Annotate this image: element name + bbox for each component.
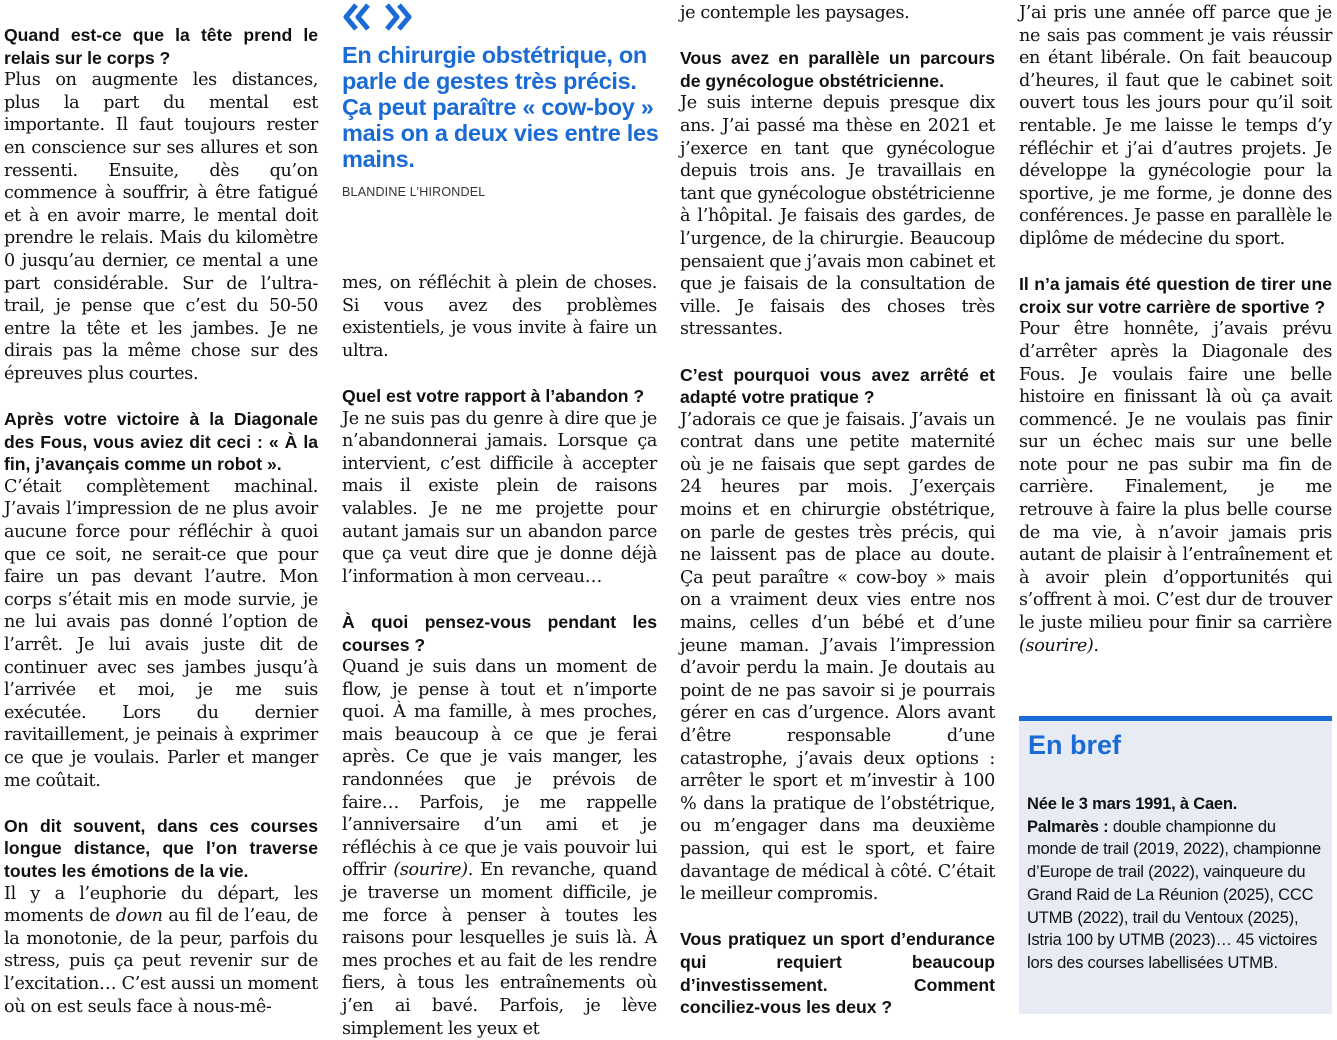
answer-paragraph: J’ai pris une année off parce que je ne sais pas comment je vais réussir en étant libérale. On fait beaucoup d’heures, il faut que le cabinet soit ouvert tous les jours pour qu’il soit rentable. Je me laisse le temps d’y réfléchir et j’ai d’autres projets. Je développe la gynécologie pour la sportive, je me forme, je donne des conférences. Je passe en parallèle le diplôme de médecine du sport.	[1019, 3, 1332, 249]
en-bref-title: En bref	[1028, 730, 1122, 760]
answer-paragraph: mes, on réfléchit à plein de choses. Si vous avez des problèmes existentiels, je vous invite à faire un ultra.	[342, 273, 657, 361]
article-column-3	[680, 2, 995, 1019]
en-bref-body	[1027, 793, 1323, 975]
answer-paragraph: Quand je suis dans un moment de flow, je pense à tout et n’importe quoi. À ma famille, à mes proches, mais beaucoup à ce que je ferai après. Ce que je vais manger, les randonnées que je prévois de faire… Parfois, je me rappelle l’anniversaire d’un ami et je réfléchis à ce que je vais pouvoir lui offrir (sourire). En revanche, quand je traverse un moment difficile, je me force à penser à toutes les raisons pour lesquelles je suis là. À mes proches et au fait de les rendre fiers, à tous les entraînements où j’en ai bavé. Parfois, je lève simplement les yeux et	[342, 657, 657, 1039]
question-heading: On dit souvent, dans ces courses longue distance, que l’on traverse toutes les émotions de la vie.	[4, 815, 318, 881]
article-column-1	[4, 0, 318, 1018]
pull-quote: En chirurgie obstétrique, on parle de gestes très précis. Ça peut paraître « cow-boy » mais on a deux vies entre les mains.	[342, 42, 659, 172]
answer-paragraph: Il y a l’euphorie du départ, les moments de down au fil de l’eau, de la monotonie, de la peur, parfois du stress, puis ça peut revenir sur de l’excitation… C’est aussi un moment où on est seuls face à nous-mê-	[4, 883, 318, 1017]
palmares-text: double championne du monde de trail (2019, 2022), championne d’Europe de trail (2022), vainqueure du Grand Raid de La Réunion (2025), CCC UTMB (2022), trail du Ventoux (2025), Istria 100 by UTMB (2023)… 45 victoires lors des courses labellisées UTMB.	[1027, 817, 1321, 972]
question-heading: Il n’a jamais été question de tirer une croix sur votre carrière de sportive ?	[1019, 274, 1332, 317]
birth-info: Née le 3 mars 1991, à Caen.	[1027, 795, 1238, 813]
question-heading: À quoi pensez-vous pendant les courses ?	[342, 611, 657, 655]
palmares-label: Palmarès :	[1027, 817, 1109, 836]
question-heading: Vous pratiquez un sport d’endurance qui requiert beaucoup d’investissement. Comment conciliez-vous les deux ?	[680, 929, 995, 1018]
question-heading: C’est pourquoi vous avez arrêté et adapté votre pratique ?	[680, 364, 995, 408]
double-chevron-quote-icon	[342, 0, 422, 34]
question-heading: Vous avez en parallèle un parcours de gynécologue obstétricienne.	[680, 48, 995, 91]
photo-credit: BLANDINE L’HIRONDEL	[342, 185, 486, 199]
answer-paragraph: Pour être honnête, j’avais prévu d’arrêter après la Diagonale des Fous. Je voulais faire une belle histoire en finissant là où ça avait commencé. Je ne voulais pas finir sur un échec mais sur une belle note pour ne pas subir ma fin de carrière. Finalement, je me retrouve à faire la plus belle course de ma vie, à n’avoir jamais pris autant de plaisir à l’entraînement et à avoir plein d’opportunités qui s’offrent à moi. C’est dur de trouver le juste milieu pour finir sa carrière (sourire).	[1019, 319, 1332, 656]
question-heading: Après votre victoire à la Diagonale des Fous, vous aviez dit ceci : « À la fin, j’avançais comme un robot ».	[4, 409, 318, 475]
article-column-4	[1019, 2, 1332, 657]
answer-paragraph: je contemple les paysages.	[680, 3, 910, 23]
question-heading: Quand est-ce que la tête prend le relais sur le corps ?	[4, 25, 318, 68]
answer-paragraph: Je ne suis pas du genre à dire que je n’abandonnerai jamais. Lorsque ça intervient, c’est difficile à accepter mais il existe plein de raisons valables. Je ne me projette pour autant jamais sur un abandon parce que ça veut dire que je donne déjà l’information à mon cerveau…	[342, 408, 657, 587]
answer-paragraph: Plus on augmente les distances, plus la part du mental est importante. Il faut toujours rester en conscience sur ses allures et son ressenti. Ensuite, dès qu’on commence à souffrir, à être fatigué et à en avoir marre, le mental doit prendre le relais. Mais du kilomètre 0 jusqu’au dernier, ce mental a une part considérable. Sur de l’ultra-trail, je pense que c’est du 50-50 entre la tête et les jambes. Je ne dirais pas la même chose sur des épreuves plus courtes.	[4, 70, 318, 384]
answer-paragraph: C’était complètement machinal. J’avais l’impression de ne plus avoir aucune force pour réfléchir à quoi que ce soit, ne serait-ce que pour faire un pas devant l’autre. Mon corps s’était mis en mode survie, je ne lui avais pas donné l’option de l’arrêt. Je lui avais juste dit de continuer avec ses jambes jusqu’à l’arrivée et moi, je me suis exécutée. Lors du dernier ravitaillement, je peinais à exprimer ce que je voulais. Parler et manger me coûtait.	[4, 476, 318, 791]
question-heading: Quel est votre rapport à l’abandon ?	[342, 385, 645, 406]
answer-paragraph: Je suis interne depuis presque dix ans. J’ai passé ma thèse en 2021 et j’exerce en tant que gynécologue depuis trois ans. Je travaillais en tant que gynécologue obstétricienne à l’hôpital. Je faisais des gardes, de l’urgence, de la chirurgie. Beaucoup pensaient que j’avais mon cabinet et que je faisais de la consultation de ville. Je faisais des choses très stressantes.	[680, 93, 995, 340]
en-bref-box	[1019, 716, 1332, 1014]
article-column-2	[342, 272, 657, 1040]
answer-paragraph: J’adorais ce que je faisais. J’avais un contrat dans une petite maternité où je ne faisais que sept gardes de 24 heures par mois. J’exerçais moins et en chirurgie obstétrique, on parle de gestes très précis, qui ne laissent pas de place au doute. Ça peut paraître « cow-boy » mais on a vraiment deux vies entre nos mains, celles d’un bébé et d’une jeune maman. J’avais l’impression d’avoir perdu la main. Je doutais au point de ne pas savoir si je pourrais gérer en cas d’urgence. Alors avant d’être responsable d’une catastrophe, j’avais deux options : arrêter le sport et m’investir à 100 % dans la pratique de l’obstétrique, ou m’engager dans ma deuxième passion, qui est le sport, et faire davantage de médical à côté. C’était le meilleur compromis.	[680, 409, 995, 905]
